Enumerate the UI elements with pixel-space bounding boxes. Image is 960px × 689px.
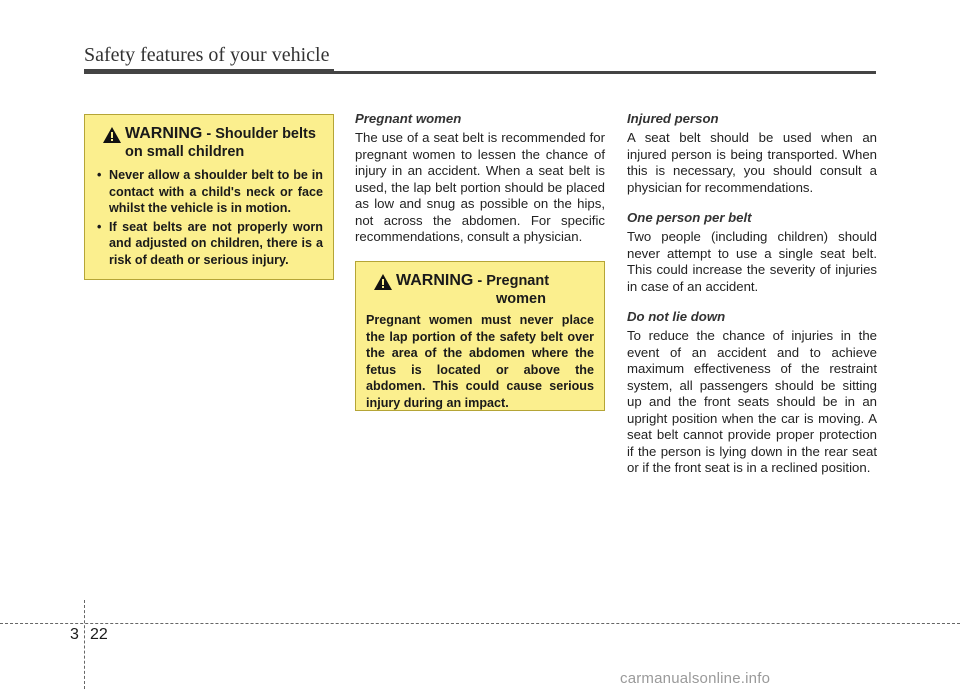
section-body-injured: A seat belt should be used when an injured person is being transported. When this is necessary, you should consult a physician for recommendations. bbox=[627, 130, 877, 195]
section-heading-lie-down: Do not lie down bbox=[627, 309, 726, 324]
warning-subtitle: - Shoulder belts bbox=[202, 126, 316, 142]
warning-title bbox=[366, 272, 594, 308]
warning-triangle-icon bbox=[103, 127, 121, 143]
warning-subtitle-line2: women bbox=[496, 291, 546, 307]
section-body-lie-down: To reduce the chance of injuries in the event of an accident and to achieve maximum effectiveness of the restraint system, all passengers should be sitting up and the front seats should be in an upright position when the car is moving. A seat belt cannot provide proper protection if the person is lying down in the rear seat or if the front seat is in a reclined position. bbox=[627, 328, 877, 475]
warning-box-children bbox=[84, 114, 334, 280]
warning-list-item: • If seat belts are not properly worn and adjusted on children, there is a risk of death or serious injury. bbox=[95, 219, 323, 269]
watermark: carmanualsonline.info bbox=[620, 670, 771, 687]
warning-label: WARNING bbox=[396, 272, 474, 289]
header-rule bbox=[84, 71, 876, 74]
footer-divider bbox=[0, 623, 960, 624]
section-body-pregnant: The use of a seat belt is recommended for pregnant women to lessen the chance of injury in an accident. When a seat belt is used, the lap belt portion should be placed as low and snug as possible on the hips, not across the abdomen. For specific recommendations, consult a physician. bbox=[355, 130, 605, 244]
warning-list-item: • Never allow a shoulder belt to be in contact with a child's neck or face whilst the vehicle is in motion. bbox=[95, 167, 323, 217]
warning-title bbox=[95, 125, 323, 161]
chapter-number: 3 bbox=[70, 626, 79, 643]
warning-subtitle: - Pregnant bbox=[473, 273, 550, 289]
footer-vertical-divider bbox=[84, 600, 85, 689]
warning-body: Pregnant women must never place the lap portion of the safety belt over the area of the abdomen where the fetus is located or above the abdomen. This could cause serious injury during an impact. bbox=[366, 313, 594, 410]
warning-list bbox=[95, 167, 323, 269]
warning-box-pregnant bbox=[355, 261, 605, 411]
warning-triangle-icon bbox=[374, 274, 392, 290]
warning-label: WARNING bbox=[125, 125, 203, 142]
section-heading-pregnant: Pregnant women bbox=[355, 111, 462, 126]
section-heading-injured: Injured person bbox=[627, 111, 719, 126]
page-number: 22 bbox=[90, 626, 108, 643]
section-body-one-per-belt: Two people (including children) should never attempt to use a single seat belt. This could increase the severity of injuries in case of an accident. bbox=[627, 229, 877, 294]
warning-subtitle-line2: on small children bbox=[125, 144, 245, 160]
page-header-title: Safety features of your vehicle bbox=[84, 44, 330, 66]
section-heading-one-per-belt: One person per belt bbox=[627, 210, 752, 225]
column-middle bbox=[355, 111, 605, 260]
column-right bbox=[627, 111, 877, 491]
